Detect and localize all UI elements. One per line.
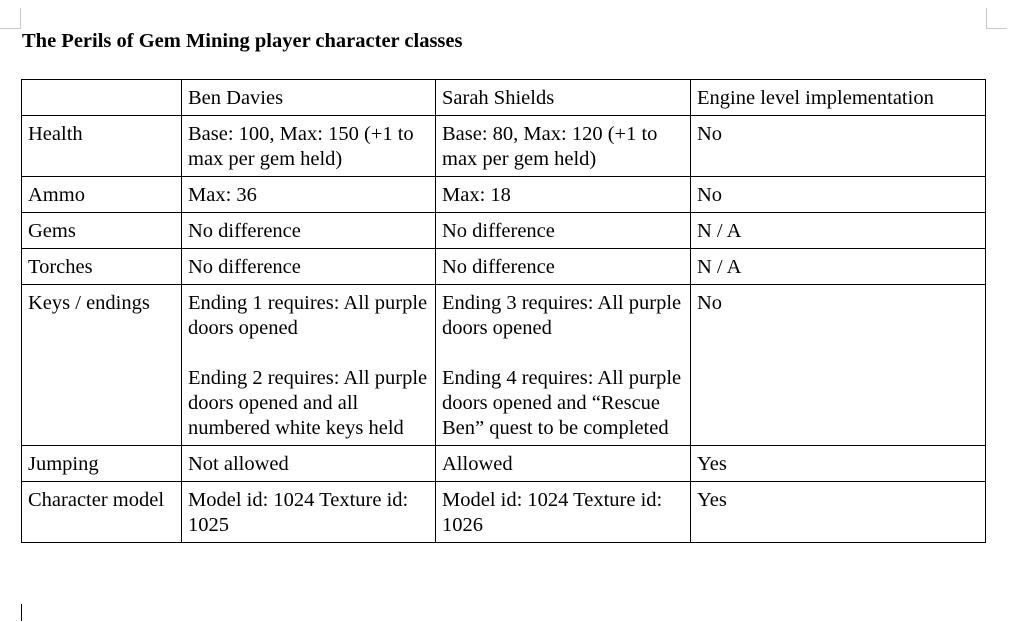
engine-implementation-cell[interactable]: Yes (691, 482, 986, 543)
ben-davies-cell[interactable] (182, 285, 436, 446)
ben-davies-cell[interactable] (182, 116, 436, 177)
cell-paragraph: Model id: 1024 Texture id: 1026 (442, 489, 663, 536)
engine-implementation-cell[interactable]: Yes (691, 446, 986, 482)
cell-paragraph: No difference (442, 256, 555, 278)
ben-davies-cell[interactable] (182, 482, 436, 543)
cell-paragraph: No difference (188, 256, 301, 278)
ben-davies-cell[interactable] (182, 249, 436, 285)
document-title: The Perils of Gem Mining player character classes (22, 30, 463, 52)
ben-davies-cell[interactable] (182, 213, 436, 249)
cell-paragraph: Allowed (442, 453, 513, 475)
sarah-shields-cell[interactable] (436, 446, 691, 482)
row-label-cell[interactable]: Health (22, 116, 182, 177)
table-row (22, 116, 986, 177)
cell-paragraph: Ending 4 requires: All purple doors opened and “Rescue Ben” quest to be completed (442, 367, 682, 439)
ben-davies-cell[interactable] (182, 446, 436, 482)
sarah-shields-cell[interactable] (436, 249, 691, 285)
header-cell-sarah-shields[interactable]: Sarah Shields (436, 80, 691, 116)
sarah-shields-cell[interactable] (436, 177, 691, 213)
row-label-cell[interactable]: Gems (22, 213, 182, 249)
table-row (22, 482, 986, 543)
header-cell-engine-implementation[interactable]: Engine level implementation (691, 80, 986, 116)
cell-paragraph: Not allowed (188, 453, 289, 475)
table-row (22, 285, 986, 446)
table-row (22, 213, 986, 249)
header-cell-ben-davies[interactable]: Ben Davies (182, 80, 436, 116)
cell-paragraph: Max: 36 (188, 184, 257, 206)
header-cell-attribute[interactable] (22, 80, 182, 116)
cell-paragraph: No difference (442, 220, 555, 242)
engine-implementation-cell[interactable]: N / A (691, 249, 986, 285)
page-corner-mark-top-right (986, 8, 1007, 29)
row-label-cell[interactable]: Jumping (22, 446, 182, 482)
cell-paragraph: Ending 2 requires: All purple doors opened and all numbered white keys held (188, 367, 428, 439)
table-row (22, 446, 986, 482)
text-cursor (21, 604, 22, 621)
row-label-cell[interactable]: Torches (22, 249, 182, 285)
ben-davies-cell[interactable] (182, 177, 436, 213)
cell-paragraph: Ending 3 requires: All purple doors opened (442, 292, 682, 339)
row-label-cell[interactable]: Character model (22, 482, 182, 543)
engine-implementation-cell[interactable]: No (691, 177, 986, 213)
sarah-shields-cell[interactable] (436, 116, 691, 177)
sarah-shields-cell[interactable] (436, 213, 691, 249)
cell-paragraph: No difference (188, 220, 301, 242)
cell-paragraph: Model id: 1024 Texture id: 1025 (188, 489, 409, 536)
page-corner-mark-top-left (0, 8, 21, 29)
sarah-shields-cell[interactable] (436, 285, 691, 446)
cell-paragraph: Base: 80, Max: 120 (+1 to max per gem held) (442, 123, 658, 170)
cell-paragraph: Max: 18 (442, 184, 511, 206)
table-row (22, 177, 986, 213)
engine-implementation-cell[interactable]: N / A (691, 213, 986, 249)
sarah-shields-cell[interactable] (436, 482, 691, 543)
cell-paragraph: Base: 100, Max: 150 (+1 to max per gem held) (188, 123, 414, 170)
character-classes-table (21, 79, 986, 543)
engine-implementation-cell[interactable]: No (691, 285, 986, 446)
row-label-cell[interactable]: Keys / endings (22, 285, 182, 446)
row-label-cell[interactable]: Ammo (22, 177, 182, 213)
cell-paragraph: Ending 1 requires: All purple doors opened (188, 292, 428, 339)
table-row (22, 249, 986, 285)
table-header-row (22, 80, 986, 116)
engine-implementation-cell[interactable]: No (691, 116, 986, 177)
